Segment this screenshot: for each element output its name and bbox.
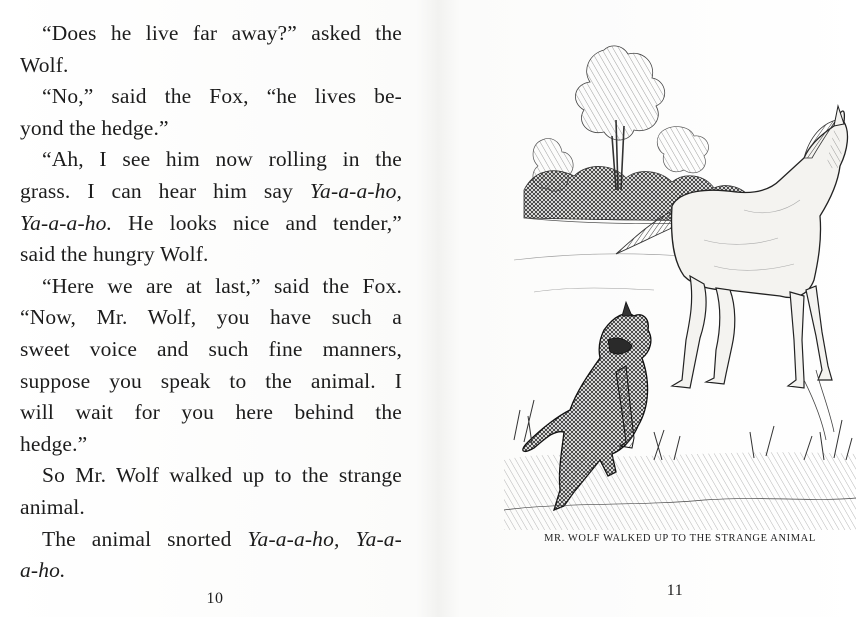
text-line: So Mr. Wolf walked up to the strange [42, 463, 402, 488]
text-segment: He looks nice and tender,” [112, 210, 402, 235]
text-segment: grass. I can hear him say [20, 178, 310, 203]
text-line: yond the hedge.” [20, 115, 169, 140]
text-line: “Does he live far away?” asked the [42, 21, 402, 45]
right-page [434, 0, 868, 617]
text-line: sweet voice and such fine manners, [20, 336, 402, 361]
text-line: “Now, Mr. Wolf, you have such a [20, 305, 402, 330]
italic-text: Ya-a-a-ho. [20, 210, 113, 235]
text-line: hedge.” [20, 431, 88, 456]
page-number: 11 [666, 582, 684, 599]
text-line: “Ah, I see him now rolling in the [42, 147, 402, 172]
text-line: animal. [20, 494, 85, 519]
italic-text: Ya-a-a-ho, Ya-a- [247, 526, 402, 551]
text-line [20, 208, 402, 240]
foreground-grass [504, 370, 856, 530]
text-segment: The animal snorted [42, 526, 248, 551]
illustration-caption: MR. WOLF WALKED UP TO THE STRANGE ANIMAL [544, 533, 816, 544]
text-line [20, 176, 402, 208]
page-number: 10 [206, 590, 224, 607]
text-line: a-ho. [20, 558, 66, 583]
text-line: “No,” said the Fox, “he lives be- [42, 84, 402, 109]
text-line: will wait for you here behind the [20, 400, 402, 425]
text-line [20, 524, 402, 556]
text-line: suppose you speak to the animal. I [20, 368, 402, 393]
text-line: said the hungry Wolf. [20, 242, 209, 267]
text-line: “Here we are at last,” said the Fox. [42, 273, 402, 298]
horse-and-wolf-illustration [504, 40, 856, 530]
text-line: Wolf. [20, 52, 69, 77]
body-text [20, 18, 402, 587]
italic-text: Ya-a-a-ho, [309, 178, 402, 203]
